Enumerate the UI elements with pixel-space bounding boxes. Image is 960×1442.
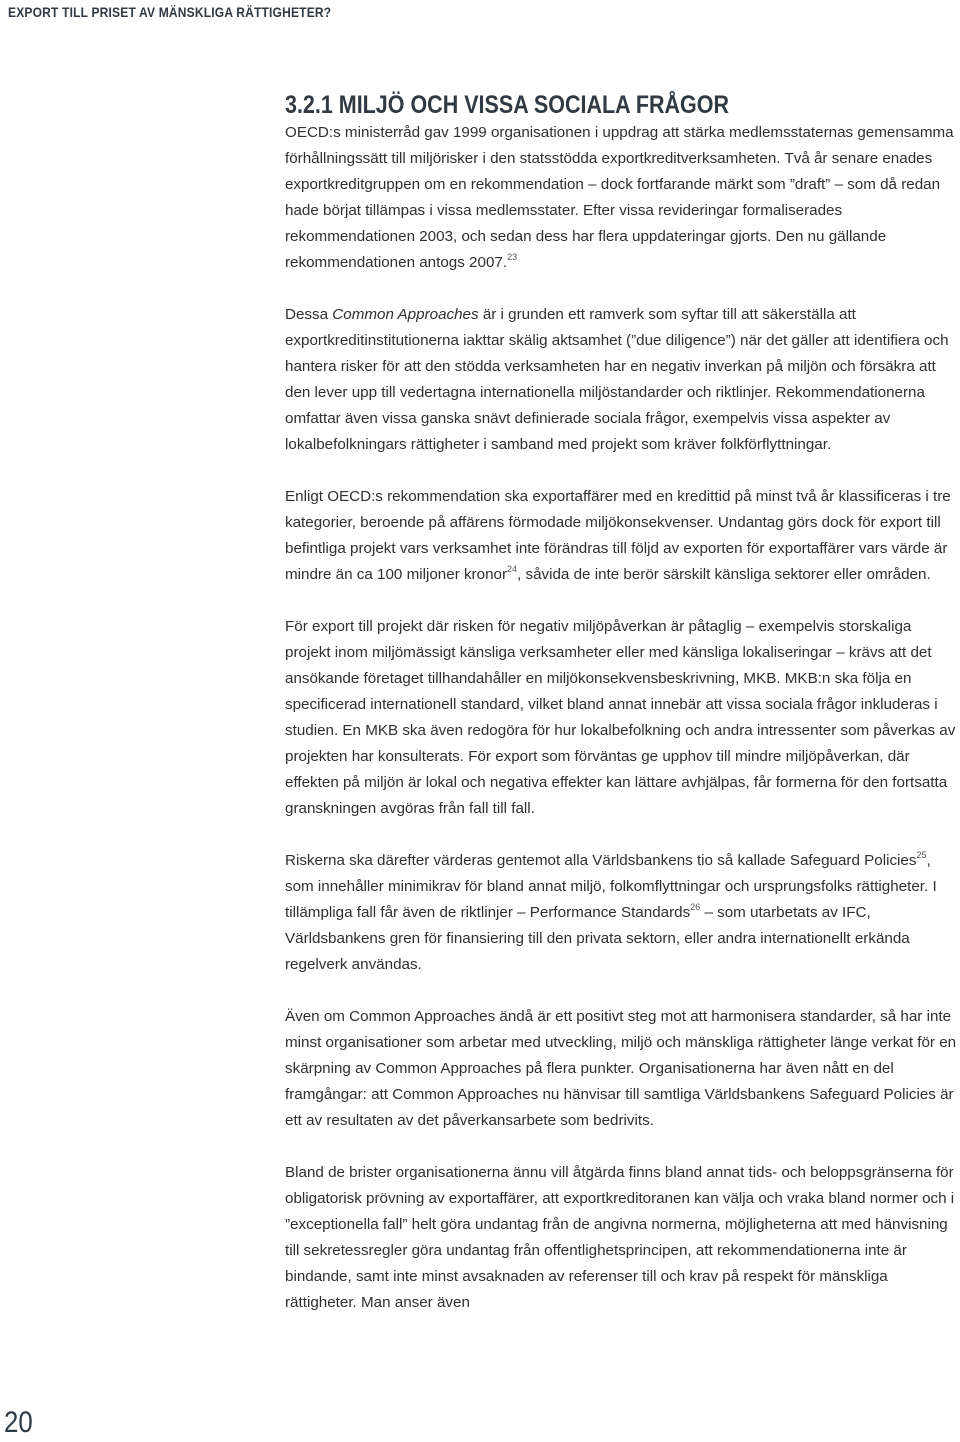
paragraph-1-text: OECD:s ministerråd gav 1999 organisationen i uppdrag att stärka medlemsstaternas gemensamma förhållningssätt till miljörisker i den statsstödda exportkreditverksamheten. Två år senare enades exportkreditgruppen om en rekommendation – dock fortfarande märkt som ”draft” – som då redan hade börjat tillämpas i vissa medlemsstater. Efter vissa revideringar formaliserades rekommendationen 2003, och sedan dess har flera uppdateringar gjorts. Den nu gällande rekommendationen antogs 2007.: [285, 124, 954, 271]
paragraph-3: [285, 484, 960, 588]
paragraph-7: Bland de brister organisationerna ännu vill åtgärda finns bland annat tids- och beloppsgränserna för obligatorisk prövning av exportaffärer, att exportkreditoranen kan välja och vraka bland normer och i ”exceptionella fall” helt göra undantag från de angivna normerna, möjligheterna att med hänvisning till sekretessregler göra undantag från offentlighetsprincipen, att rekommendationerna inte är bindande, samt inte minst avsaknaden av referenser till och krav på respekt för mänskliga rättigheter. Man anser även: [285, 1164, 955, 1311]
main-content: [285, 90, 960, 1342]
paragraph-2: [285, 302, 960, 458]
footnote-ref-23: 23: [507, 252, 518, 262]
paragraph-2-text-a: Dessa: [285, 306, 333, 323]
running-header: EXPORT TILL PRISET AV MÄNSKLIGA RÄTTIGHETER?: [8, 4, 332, 20]
page-number: 20: [4, 1406, 33, 1439]
paragraph-5: [285, 848, 960, 978]
paragraph-2-emphasis: Common Approaches: [332, 306, 479, 323]
footnote-ref-25: 25: [916, 850, 927, 860]
paragraph-5-text-b: , som innehåller minimikrav för bland annat miljö, folkomflyttningar och ursprungsfolks rättigheter. I tillämpliga fall får även de riktlinjer – Performance Standards: [285, 852, 937, 921]
paragraph-4: För export till projekt där risken för negativ miljöpåverkan är påtaglig – exempelvis storskaliga projekt inom miljömässigt känsliga verksamheter eller med känsliga lokaliseringar – krävs att det ansökande företaget tillhandahåller en miljökonsekvensbeskrivning, MKB. MKB:n ska följa en specificerad internationell standard, vilket bland annat innebär att vissa sociala frågor inkluderas i studien. En MKB ska även redogöra för hur lokalbefolkning och andra intressenter som påverkas av projekten har konsulterats. För export som förväntas ge upphov till mindre miljöpåverkan, där effekten på miljön är lokal och negativa effekter kan lättare avhjälpas, får formerna för den fortsatta granskningen avgöras från fall till fall.: [285, 618, 956, 817]
paragraph-5-text-a: Riskerna ska därefter värderas gentemot alla Världsbankens tio så kallade Safeguard Policies: [285, 852, 917, 869]
footnote-ref-24: 24: [507, 564, 518, 574]
paragraph-1: [285, 120, 960, 276]
paragraph-2-text-b: är i grunden ett ramverk som syftar till att säkerställa att exportkreditinstitutionerna iakttar skälig aktsamhet (”due diligence”) när det gäller att identifiera och hantera risker för att den stödda verksamheten har en negativ inverkan på miljön och försäkra att den lever upp till vedertagna internationella miljöstandarder och riktlinjer. Rekommendationerna omfattar även vissa ganska snävt definierade sociala frågor, exempelvis vissa aspekter av lokalbefolkningars rättigheter i samband med projekt som kräver folkförflyttningar.: [285, 306, 949, 453]
paragraph-6: Även om Common Approaches ändå är ett positivt steg mot att harmonisera standarder, så har inte minst organisationer som arbetar med utveckling, miljö och mänskliga rättigheter länge verkat för en skärpning av Common Approaches på flera punkter. Organisationerna har även nått en del framgångar: att Common Approaches nu hänvisar till samtliga Världsbankens Safeguard Policies är ett av resultaten av det påverkansarbete som bedrivits.: [285, 1008, 957, 1129]
paragraph-3-text-a: Enligt OECD:s rekommendation ska exportaffärer med en kredittid på minst två år klassificeras i tre kategorier, beroende på affärens förmodade miljökonsekvenser. Undantag görs dock för export till befintliga projekt vars verksamhet inte förändras till följd av exporten för exportaffärer vars värde är mindre än ca 100 miljoner kronor: [285, 488, 951, 583]
paragraph-3-text-b: , såvida de inte berör särskilt känsliga sektorer eller områden.: [517, 566, 931, 583]
footnote-ref-26: 26: [690, 902, 701, 912]
section-heading: 3.2.1 MILJÖ OCH VISSA SOCIALA FRÅGOR: [285, 91, 730, 119]
paragraph-5-text-c: – som utarbetats av IFC, Världsbankens gren för finansiering till den privata sektorn, eller andra internationellt erkända regelverk användas.: [285, 904, 910, 973]
